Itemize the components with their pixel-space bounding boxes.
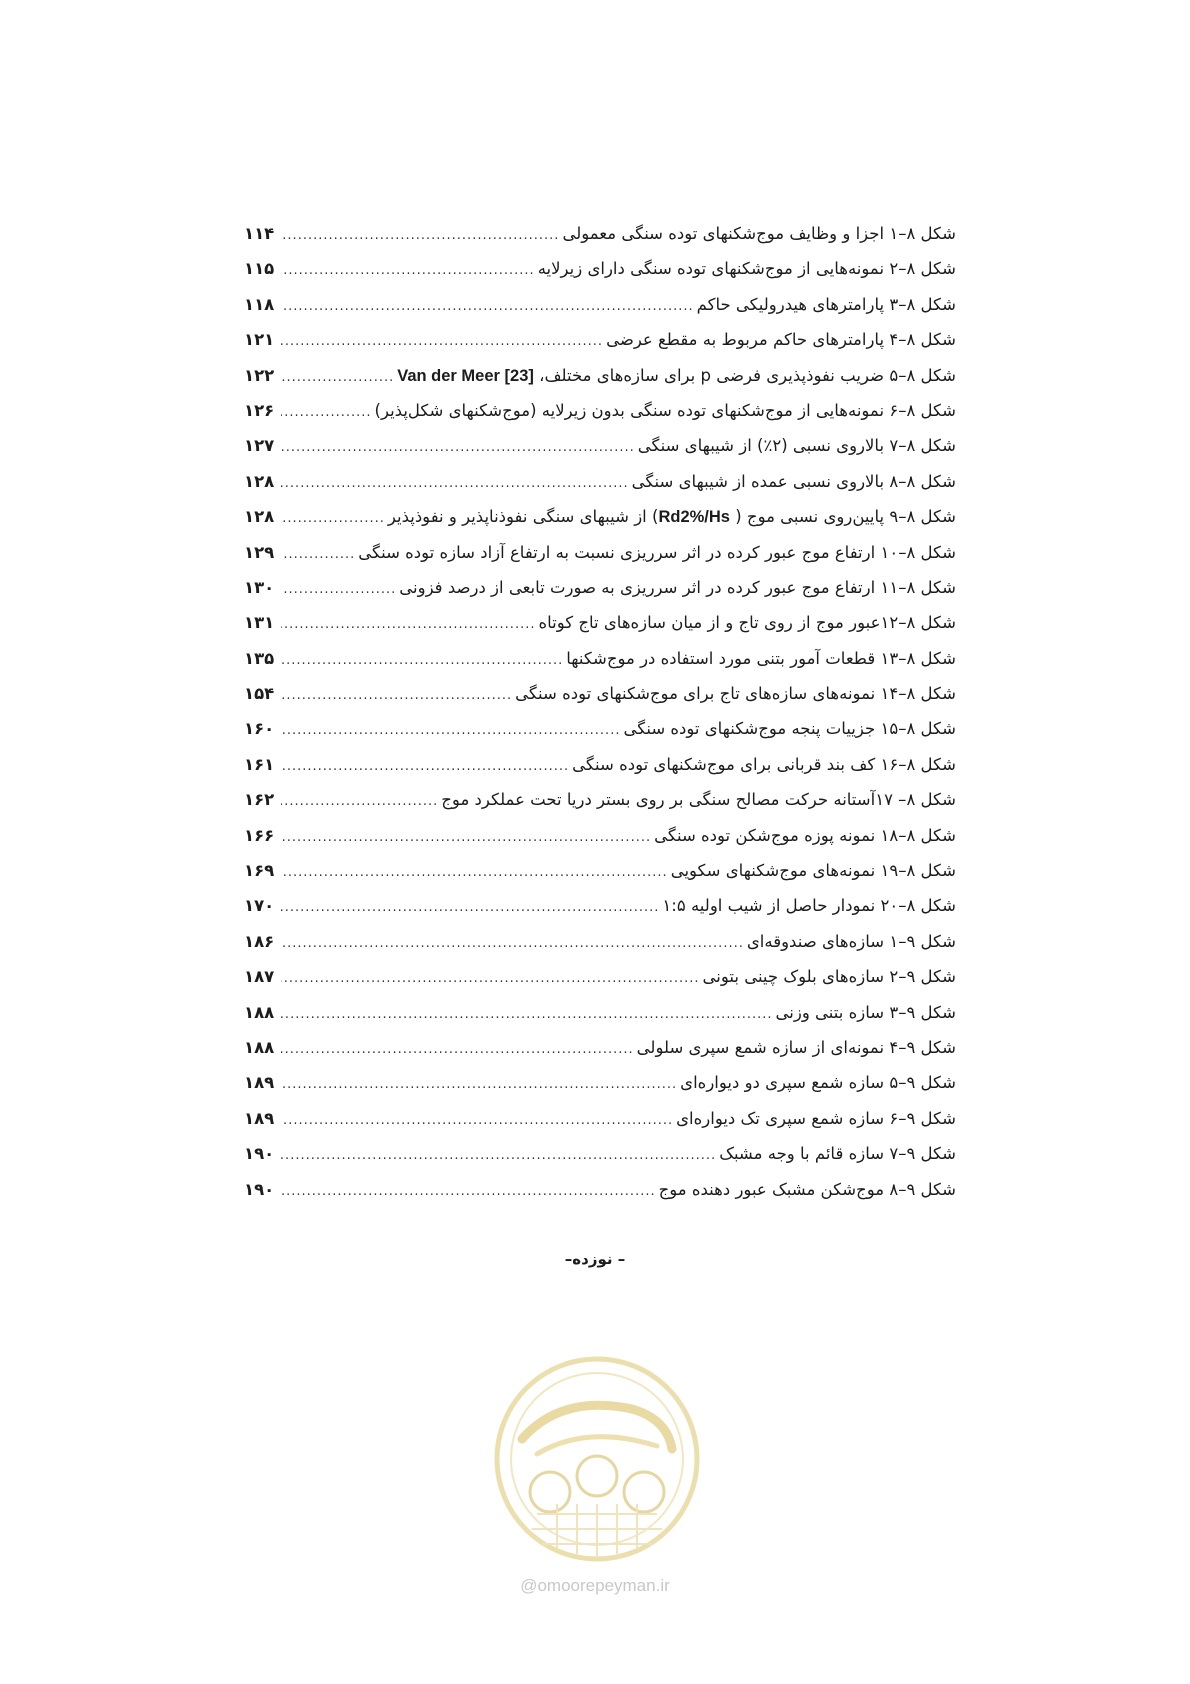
toc-entry-title: شکل ۸–۱۰ ارتفاع موج عبور کرده در اثر سرریزی نسبت به ارتفاع آزاد سازه توده سنگی bbox=[358, 542, 956, 562]
page-number: – نوزده– bbox=[564, 1250, 626, 1268]
toc-entry-page: ۱۷۰ bbox=[244, 896, 275, 916]
toc-entry-title bbox=[388, 499, 956, 535]
toc-entry bbox=[244, 711, 956, 746]
toc-entry-page: ۱۲۱ bbox=[244, 330, 275, 350]
toc-entry-page: ۱۸۸ bbox=[244, 1002, 275, 1022]
toc-entry-page: ۱۱۵ bbox=[244, 259, 275, 279]
table-of-figures bbox=[244, 216, 956, 1207]
toc-leader-dots bbox=[281, 820, 651, 855]
toc-entry-page: ۱۲۲ bbox=[244, 365, 275, 385]
toc-entry-title: شکل ۸–۸ بالاروی نسبی عمده از شیبهای سنگی bbox=[631, 471, 956, 491]
toc-entry bbox=[244, 535, 956, 570]
toc-entry-title-latin: Rd2%/Hs bbox=[658, 508, 730, 527]
toc-leader-dots bbox=[281, 466, 629, 501]
toc-entry-title: شکل ۹–۳ سازه بتنی وزنی bbox=[775, 1002, 956, 1022]
toc-entry-page: ۱۱۸ bbox=[244, 294, 275, 314]
toc-entry bbox=[244, 499, 956, 534]
toc-entry bbox=[244, 428, 956, 463]
toc-leader-dots bbox=[281, 926, 744, 961]
toc-entry bbox=[244, 287, 956, 322]
toc-entry-title: شکل ۹–۵ سازه شمع سپری دو دیواره‌ای bbox=[680, 1073, 956, 1093]
toc-leader-dots bbox=[281, 1103, 673, 1138]
toc-entry bbox=[244, 676, 956, 711]
toc-leader-dots bbox=[281, 643, 563, 678]
toc-entry bbox=[244, 641, 956, 676]
toc-entry bbox=[244, 251, 956, 286]
toc-entry-title: شکل ۸–۱۲عبور موج از روی تاج و از میان سازه‌های تاج کوتاه bbox=[538, 613, 956, 633]
toc-entry bbox=[244, 853, 956, 888]
toc-entry bbox=[244, 924, 956, 959]
toc-leader-dots bbox=[281, 501, 385, 536]
toc-leader-dots bbox=[281, 890, 659, 925]
toc-leader-dots bbox=[281, 537, 355, 572]
toc-entry-title-part: شکل ۸–۵ ضریب نفوذپذیری فرضی p برای سازه‌های مختلف، bbox=[539, 365, 956, 385]
toc-entry-page: ۱۱۴ bbox=[244, 224, 275, 243]
toc-leader-dots bbox=[281, 572, 396, 607]
toc-entry-title: شکل ۹–۶ سازه شمع سپری تک دیواره‌ای bbox=[676, 1108, 956, 1128]
toc-entry bbox=[244, 216, 956, 251]
toc-entry bbox=[244, 393, 956, 428]
toc-entry-page: ۱۲۷ bbox=[244, 436, 275, 456]
toc-entry bbox=[244, 959, 956, 994]
toc-entry bbox=[244, 888, 956, 923]
toc-entry-title: شکل ۸–۲ نمونه‌هایی از موج‌شکنهای توده سنگی دارای زیرلایه bbox=[537, 259, 956, 279]
toc-entry-title-part: ) از شیبهای سنگی نفوذناپذیر و نفوذپذیر bbox=[387, 507, 659, 527]
toc-entry-title: شکل ۸–۱ اجزا و وظایف موج‌شکنهای توده سنگی معمولی bbox=[562, 224, 956, 243]
toc-leader-dots bbox=[281, 997, 773, 1032]
toc-leader-dots bbox=[281, 289, 694, 324]
toc-entry-page: ۱۲۸ bbox=[244, 471, 275, 491]
toc-entry-title: شکل ۹–۸ موج‌شکن مشبک عبور دهنده موج bbox=[658, 1179, 956, 1199]
toc-leader-dots bbox=[281, 1067, 677, 1102]
toc-entry-page: ۱۸۶ bbox=[244, 931, 275, 951]
toc-entry-title: شکل ۸–۳ پارامترهای هیدرولیکی حاکم bbox=[696, 294, 956, 314]
toc-entry bbox=[244, 1136, 956, 1171]
toc-entry-page: ۱۲۹ bbox=[244, 542, 275, 562]
toc-entry-page: ۱۵۴ bbox=[244, 684, 275, 704]
toc-entry bbox=[244, 818, 956, 853]
toc-entry-title: شکل ۹–۴ نمونه‌ای از سازه شمع سپری سلولی bbox=[636, 1037, 956, 1057]
toc-entry-page: ۱۶۶ bbox=[244, 825, 275, 845]
toc-entry-title: شکل ۸–۱۹ نمونه‌های موج‌شکنهای سکویی bbox=[670, 861, 956, 881]
toc-leader-dots bbox=[281, 218, 559, 253]
watermark-seal-logo bbox=[492, 1354, 702, 1564]
toc-entry-page: ۱۸۹ bbox=[244, 1073, 275, 1093]
toc-entry-title: شکل ۸–۱۴ نمونه‌های سازه‌های تاج برای موج‌شکنهای توده سنگی bbox=[515, 684, 956, 704]
toc-entry-title: شکل ۸–۱۶ کف بند قربانی برای موج‌شکنهای توده سنگی bbox=[572, 754, 956, 774]
toc-leader-dots bbox=[281, 1138, 716, 1173]
toc-entry-page: ۱۸۷ bbox=[244, 967, 275, 987]
toc-entry bbox=[244, 464, 956, 499]
toc-leader-dots bbox=[281, 430, 635, 465]
toc-entry bbox=[244, 1101, 956, 1136]
toc-leader-dots bbox=[281, 713, 620, 748]
toc-leader-dots bbox=[281, 395, 372, 430]
toc-entry-title-latin: Van der Meer [23] bbox=[397, 366, 534, 385]
toc-entry bbox=[244, 1172, 956, 1207]
toc-entry-page: ۱۶۹ bbox=[244, 861, 275, 881]
toc-entry-page: ۱۸۸ bbox=[244, 1037, 275, 1057]
toc-entry-page: ۱۶۲ bbox=[244, 790, 275, 810]
toc-leader-dots bbox=[281, 324, 603, 359]
toc-entry bbox=[244, 747, 956, 782]
toc-entry-page: ۱۳۵ bbox=[244, 648, 275, 668]
toc-entry-title: شکل ۸– ۱۷آستانه حرکت مصالح سنگی بر روی بستر دریا تحت عملکرد موج bbox=[441, 790, 956, 810]
toc-entry-title: شکل ۹–۲ سازه‌های بلوک چینی بتونی bbox=[702, 967, 956, 987]
toc-entry-page: ۱۲۸ bbox=[244, 507, 275, 527]
toc-entry bbox=[244, 358, 956, 393]
toc-leader-dots bbox=[281, 607, 535, 642]
toc-entry bbox=[244, 1065, 956, 1100]
toc-entry-page: ۱۲۶ bbox=[244, 400, 275, 420]
toc-entry-page: ۱۹۰ bbox=[244, 1179, 275, 1199]
toc-leader-dots bbox=[281, 784, 438, 819]
toc-entry-title: شکل ۸–۶ نمونه‌هایی از موج‌شکنهای توده سنگی بدون زیرلایه (موج‌شکنهای شکل‌پذیر) bbox=[374, 400, 956, 420]
toc-leader-dots bbox=[281, 678, 512, 713]
toc-leader-dots bbox=[281, 1174, 656, 1209]
toc-entry-title: شکل ۹–۱ سازه‌های صندوقه‌ای bbox=[746, 931, 956, 951]
toc-entry-page: ۱۹۰ bbox=[244, 1144, 275, 1164]
toc-leader-dots bbox=[281, 855, 668, 890]
toc-entry bbox=[244, 570, 956, 605]
toc-entry-title: شکل ۹–۷ سازه قائم با وجه مشبک bbox=[719, 1144, 956, 1164]
toc-entry bbox=[244, 782, 956, 817]
toc-leader-dots bbox=[281, 253, 535, 288]
toc-entry-title: شکل ۸–۲۰ نمودار حاصل از شیب اولیه ۱:۵ bbox=[662, 896, 956, 916]
toc-entry bbox=[244, 605, 956, 640]
toc-entry bbox=[244, 322, 956, 357]
toc-entry-title: شکل ۸–۷ بالاروی نسبی (۲٪) از شیبهای سنگی bbox=[637, 436, 956, 456]
toc-entry-title: شکل ۸–۱۸ نمونه پوزه موج‌شکن توده سنگی bbox=[654, 825, 956, 845]
toc-entry-page: ۱۶۰ bbox=[244, 719, 275, 739]
toc-entry-title: شکل ۸–۱۵ جزییات پنجه موج‌شکنهای توده سنگی bbox=[623, 719, 956, 739]
watermark-url: @omoorepeyman.ir bbox=[520, 1576, 670, 1595]
toc-entry-page: ۱۳۱ bbox=[244, 613, 275, 633]
toc-entry-title: شکل ۸–۱۱ ارتفاع موج عبور کرده در اثر سرریزی به صورت تابعی از درصد فزونی bbox=[399, 577, 956, 597]
toc-entry-page: ۱۸۹ bbox=[244, 1108, 275, 1128]
toc-entry-title-part: شکل ۸–۹ پایین‌روی نسبی موج ( bbox=[735, 507, 956, 527]
toc-leader-dots bbox=[281, 1032, 634, 1067]
toc-leader-dots bbox=[281, 360, 394, 395]
toc-entry-title: شکل ۸–۱۳ قطعات آمور بتنی مورد استفاده در موج‌شکنها bbox=[566, 648, 956, 668]
toc-leader-dots bbox=[281, 749, 569, 784]
toc-entry-title bbox=[397, 358, 956, 394]
toc-entry bbox=[244, 995, 956, 1030]
toc-entry-title: شکل ۸–۴ پارامترهای حاکم مربوط به مقطع عرضی bbox=[606, 330, 956, 350]
toc-leader-dots bbox=[281, 961, 700, 996]
toc-entry-page: ۱۳۰ bbox=[244, 577, 275, 597]
toc-entry bbox=[244, 1030, 956, 1065]
toc-entry-page: ۱۶۱ bbox=[244, 754, 275, 774]
